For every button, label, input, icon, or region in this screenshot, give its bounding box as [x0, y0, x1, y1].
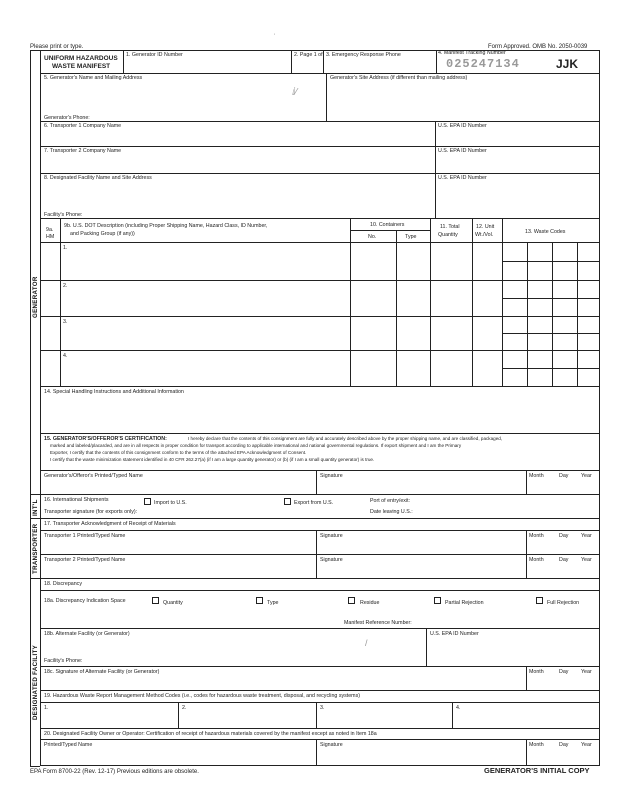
side-label-generator: GENERATOR: [32, 276, 39, 318]
generator-site-label: Generator's Site Address (if different than mailing address): [330, 75, 468, 81]
partial-rejection-checkbox[interactable]: [434, 597, 441, 604]
generator-day-label: Day: [559, 473, 569, 479]
certification-text-3: Exporter, I certify that the contents of this consignment conform to the terms of the attached EPA Acknowledgment of Consent.: [50, 450, 307, 455]
code-3-label: 3.: [320, 705, 325, 711]
generator-printed-name-label: Generator's/Offeror's Printed/Typed Name: [44, 473, 143, 479]
generator-name-label: 5. Generator's Name and Mailing Address: [44, 75, 143, 81]
col-containers-type: Type: [405, 234, 417, 240]
col-hm-label: HM: [46, 234, 55, 240]
certification-label: 15. GENERATOR'S/OFFEROR'S CERTIFICATION:: [44, 436, 167, 442]
owner-certification-label: 20. Designated Facility Owner or Operator: Certification of receipt of hazardous materials covered by the manifest except as noted in Item 18a: [44, 731, 377, 737]
transporter2-signature-label: Signature: [320, 557, 343, 563]
export-label: Export from U.S.: [294, 500, 334, 506]
tracking-number-digits: 025247134: [446, 57, 520, 71]
generator-month-label: Month: [529, 473, 544, 479]
facility-epa-label: U.S. EPA ID Number: [438, 175, 487, 181]
tracking-number-label: 4. Manifest Tracking Number: [438, 50, 506, 56]
facility-phone-label: Facility's Phone:: [44, 212, 83, 218]
owner-year-label: Year: [581, 742, 592, 748]
handwritten-slash: /: [365, 638, 368, 648]
owner-signature-label: Signature: [320, 742, 343, 748]
transporter1-signature-label: Signature: [320, 533, 343, 539]
special-handling-label: 14. Special Handling Instructions and Additional Information: [44, 389, 184, 395]
side-label-designated-facility: DESIGNATED FACILITY: [32, 644, 39, 720]
quantity-checkbox[interactable]: [152, 597, 159, 604]
page-label: 2. Page 1 of: [294, 52, 323, 58]
owner-day-label: Day: [559, 742, 569, 748]
discrepancy-indication-label: 18a. Discrepancy Indication Space: [44, 598, 126, 604]
certification-text-4: I certify that the waste minimization statement identified in 40 CFR 262.27(a) (if I am a large quantity generator) or (b) (if I am a small quantity generator) is true.: [50, 457, 375, 462]
table-row-4-num: 4.: [63, 353, 68, 359]
full-rejection-checkbox[interactable]: [536, 597, 543, 604]
form-number: EPA Form 8700-22 (Rev. 12-17) Previous editions are obsolete.: [30, 769, 199, 775]
intl-shipments-label: 16. International Shipments: [44, 497, 109, 503]
code-1-label: 1.: [44, 705, 49, 711]
certification-text-2: marked and labeled/placarded, and are in all respects in proper condition for transport according to applicable international and national governmental regulations. If export shipment and I am the Primary: [50, 443, 462, 448]
form-frame: [40, 50, 600, 766]
transporter2-label: 7. Transporter 2 Company Name: [44, 148, 122, 154]
side-strip-line: [30, 50, 31, 766]
table-row-3-num: 3.: [63, 319, 68, 325]
alternate-month-label: Month: [529, 669, 544, 675]
alternate-facility-epa-label: U.S. EPA ID Number: [430, 631, 479, 637]
code-2-label: 2.: [182, 705, 187, 711]
partial-rejection-label: Partial Rejection: [445, 600, 484, 606]
emergency-phone-label: 3. Emergency Response Phone: [326, 52, 401, 58]
form-title-line1: UNIFORM HAZARDOUS: [44, 55, 118, 62]
transporter2-printed-name-label: Transporter 2 Printed/Typed Name: [44, 557, 126, 563]
alternate-day-label: Day: [559, 669, 569, 675]
facility-name-label: 8. Designated Facility Name and Site Address: [44, 175, 152, 181]
form-title-line2: WASTE MANIFEST: [52, 63, 111, 70]
col-9b-label2: and Packing Group (if any)): [70, 231, 135, 237]
col-wtvol-label: Wt./Vol.: [475, 232, 494, 238]
col-containers-no: No.: [368, 234, 377, 240]
transporter-export-sig-label: Transporter signature (for exports only):: [44, 509, 138, 515]
import-label: Import to U.S.: [154, 500, 187, 506]
generator-year-label: Year: [581, 473, 592, 479]
transporter1-year-label: Year: [581, 533, 592, 539]
transporter1-label: 6. Transporter 1 Company Name: [44, 123, 122, 129]
please-print-note: Please print or type.: [30, 44, 84, 50]
transporter1-month-label: Month: [529, 533, 544, 539]
manifest-reference-label: Manifest Reference Number:: [344, 620, 412, 626]
alternate-facility-label: 18b. Alternate Facility (or Generator): [44, 631, 130, 637]
code-4-label: 4.: [456, 705, 461, 711]
export-checkbox[interactable]: [284, 498, 291, 505]
col-unit-label: 12. Unit: [476, 224, 495, 230]
side-label-intl: INT'L: [32, 499, 39, 516]
col-containers-label: 10. Containers: [370, 222, 405, 228]
transporter1-epa-label: U.S. EPA ID Number: [438, 123, 487, 129]
generator-id-label: 1. Generator ID Number: [126, 52, 183, 58]
handwritten-mark: ⅈ⁄: [292, 87, 298, 98]
transporter2-epa-label: U.S. EPA ID Number: [438, 148, 487, 154]
transporter1-day-label: Day: [559, 533, 569, 539]
scan-mark: ': [274, 34, 276, 40]
quantity-label: Quantity: [163, 600, 183, 606]
copy-label: GENERATOR'S INITIAL COPY: [484, 766, 590, 775]
full-rejection-label: Full Rejection: [547, 600, 580, 606]
transporter2-day-label: Day: [559, 557, 569, 563]
side-label-transporter: TRANSPORTER: [32, 523, 39, 574]
table-row-1-num: 1.: [63, 245, 68, 251]
table-row-2-num: 2.: [63, 283, 68, 289]
transporter1-printed-name-label: Transporter 1 Printed/Typed Name: [44, 533, 126, 539]
residue-checkbox[interactable]: [348, 597, 355, 604]
col-total-label: 11. Total: [440, 224, 460, 230]
generator-signature-label: Signature: [320, 473, 343, 479]
date-leaving-label: Date leaving U.S.:: [370, 509, 413, 515]
col-9b-label: 9b. U.S. DOT Description (including Proper Shipping Name, Hazard Class, ID Number,: [64, 223, 268, 229]
discrepancy-label: 18. Discrepancy: [44, 581, 82, 587]
tracking-number-suffix: JJK: [556, 57, 579, 71]
omb-number: Form Approved. OMB No. 2050-0039: [488, 44, 588, 50]
transporter2-year-label: Year: [581, 557, 592, 563]
certification-text-1: I hereby declare that the contents of this consignment are fully and accurately described above by the proper shipping name, and are classified, packaged,: [188, 436, 503, 441]
owner-printed-name-label: Printed/Typed Name: [44, 742, 93, 748]
type-checkbox[interactable]: [256, 597, 263, 604]
col-quantity-label: Quantity: [438, 232, 458, 238]
col-9a-label: 9a.: [46, 227, 54, 233]
transporter2-month-label: Month: [529, 557, 544, 563]
owner-month-label: Month: [529, 742, 544, 748]
management-codes-label: 19. Hazardous Waste Report Management Method Codes (i.e., codes for hazardous waste treatment, disposal, and recycling systems): [44, 693, 361, 699]
alternate-facility-signature-label: 18c. Signature of Alternate Facility (or Generator): [44, 669, 160, 675]
transporter-ack-label: 17. Transporter Acknowledgment of Receipt of Materials: [44, 521, 176, 527]
residue-label: Residue: [360, 600, 380, 606]
type-label: Type: [267, 600, 279, 606]
import-checkbox[interactable]: [144, 498, 151, 505]
alternate-year-label: Year: [581, 669, 592, 675]
alternate-facility-phone-label: Facility's Phone:: [44, 658, 83, 664]
col-waste-codes-label: 13. Waste Codes: [525, 229, 566, 235]
port-label: Port of entry/exit:: [370, 498, 411, 504]
generator-phone-label: Generator's Phone:: [44, 115, 90, 121]
